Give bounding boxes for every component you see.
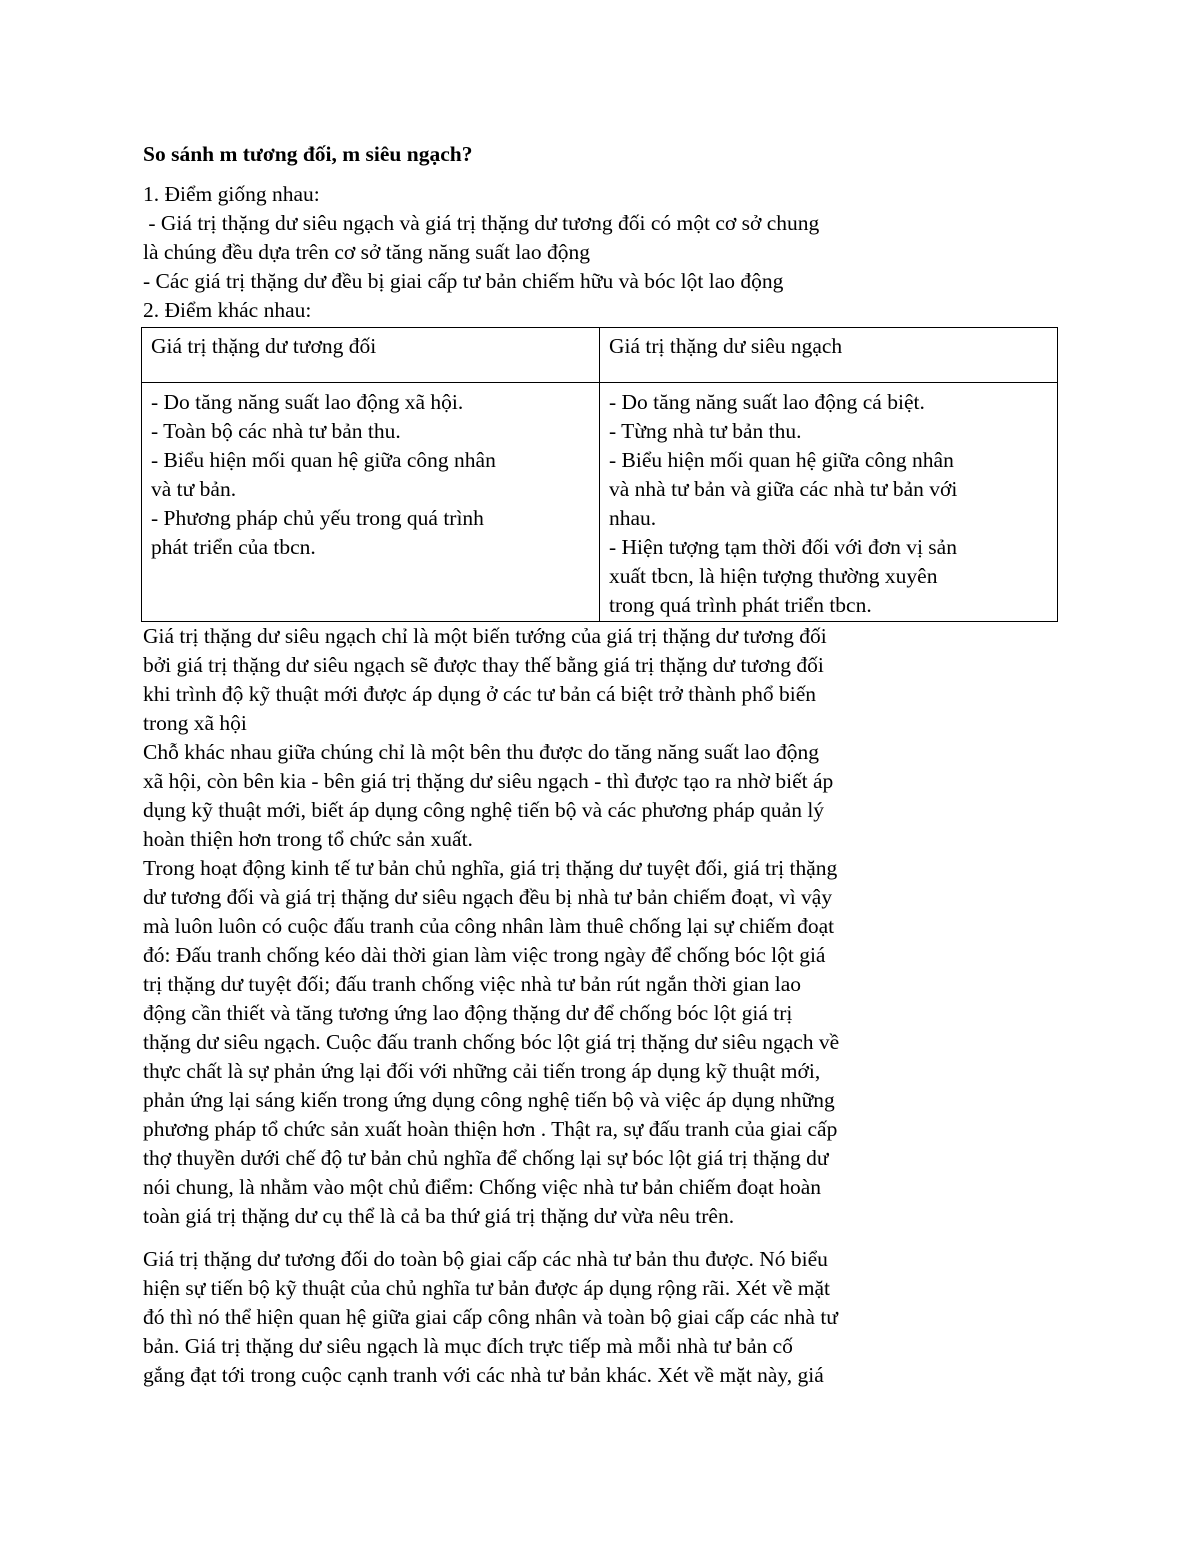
cell-line: nhau.	[609, 506, 657, 530]
cell-line: xuất tbcn, là hiện tượng thường xuyên	[609, 564, 938, 588]
paragraph-line: Chỗ khác nhau giữa chúng chỉ là một bên thu được do tăng năng suất lao động	[143, 740, 819, 764]
cell-line: - Toàn bộ các nhà tư bản thu.	[151, 419, 401, 443]
cell-line: và tư bản.	[151, 477, 237, 501]
paragraph-line: thợ thuyền dưới chế độ tư bản chủ nghĩa để chống lại sự bóc lột giá trị thặng dư	[143, 1146, 829, 1170]
paragraph-line: phương pháp tổ chức sản xuất hoàn thiện hơn . Thật ra, sự đấu tranh của giai cấp	[143, 1117, 838, 1141]
paragraph-line: hoàn thiện hơn trong tổ chức sản xuất.	[143, 827, 473, 851]
cell-line: - Biểu hiện mối quan hệ giữa công nhân	[151, 448, 496, 472]
paragraph-line: thực chất là sự phản ứng lại đối với những cải tiến trong áp dụng kỹ thuật mới,	[143, 1059, 821, 1083]
paragraph-line: Giá trị thặng dư tương đối do toàn bộ giai cấp các nhà tư bản thu được. Nó biểu	[143, 1247, 828, 1271]
table-header-cell	[600, 328, 1058, 383]
paragraph-line: động cần thiết và tăng tương ứng lao động thặng dư để chống bóc lột giá trị	[143, 1001, 793, 1025]
paragraph-3	[143, 854, 1063, 1231]
cell-line: trong quá trình phát triển tbcn.	[609, 593, 872, 617]
paragraph-line: đó: Đấu tranh chống kéo dài thời gian làm việc trong ngày để chống bóc lột giá	[143, 943, 826, 967]
header-relative: Giá trị thặng dư tương đối	[151, 334, 377, 358]
document-title: So sánh m tương đối, m siêu ngạch?	[143, 142, 473, 166]
spacer	[143, 169, 1063, 180]
paragraph-line: bản. Giá trị thặng dư siêu ngạch là mục đích trực tiếp mà mỗi nhà tư bản cố	[143, 1334, 793, 1358]
similarities-line: là chúng đều dựa trên cơ sở tăng năng suất lao động	[143, 240, 590, 264]
paragraph-line: dư tương đối và giá trị thặng dư siêu ngạch đều bị nhà tư bản chiếm đoạt, vì vậy	[143, 885, 833, 909]
cell-line: phát triển của tbcn.	[151, 535, 316, 559]
table-row	[142, 383, 1058, 622]
header-super-profit: Giá trị thặng dư siêu ngạch	[609, 334, 843, 358]
paragraph-2	[143, 738, 1063, 854]
spacer	[143, 1231, 1063, 1245]
paragraph-line: Giá trị thặng dư siêu ngạch chỉ là một biến tướng của giá trị thặng dư tương đối	[143, 624, 827, 648]
differences-heading: 2. Điểm khác nhau:	[143, 298, 312, 322]
paragraph-line: mà luôn luôn có cuộc đấu tranh của công nhân làm thuê chống lại sự chiếm đoạt	[143, 914, 835, 938]
cell-line: - Từng nhà tư bản thu.	[609, 419, 802, 443]
paragraph-line: xã hội, còn bên kia - bên giá trị thặng dư siêu ngạch - thì được tạo ra nhờ biết áp	[143, 769, 834, 793]
paragraph-line: dụng kỹ thuật mới, biết áp dụng công nghệ tiến bộ và các phương pháp quản lý	[143, 798, 825, 822]
table-cell-relative	[142, 383, 600, 622]
cell-line: và nhà tư bản và giữa các nhà tư bản với	[609, 477, 958, 501]
table-header-row	[142, 328, 1058, 383]
paragraph-line: thặng dư siêu ngạch. Cuộc đấu tranh chống bóc lột giá trị thặng dư siêu ngạch về	[143, 1030, 840, 1054]
cell-line: - Do tăng năng suất lao động xã hội.	[151, 390, 464, 414]
paragraph-line: hiện sự tiến bộ kỹ thuật của chủ nghĩa tư bản được áp dụng rộng rãi. Xét về mặt	[143, 1276, 830, 1300]
paragraph-line: Trong hoạt động kinh tế tư bản chủ nghĩa, giá trị thặng dư tuyệt đối, giá trị thặng	[143, 856, 838, 880]
paragraph-line: phản ứng lại sáng kiến trong ứng dụng công nghệ tiến bộ và việc áp dụng những	[143, 1088, 835, 1112]
cell-line: - Hiện tượng tạm thời đối với đơn vị sản	[609, 535, 957, 559]
paragraph-1	[143, 622, 1063, 738]
table-header-cell	[142, 328, 600, 383]
paragraph-line: trị thặng dư tuyệt đối; đấu tranh chống việc nhà tư bản rút ngắn thời gian lao	[143, 972, 802, 996]
paragraph-4	[143, 1245, 1063, 1390]
paragraph-line: đó thì nó thể hiện quan hệ giữa giai cấp công nhân và toàn bộ giai cấp các nhà tư	[143, 1305, 838, 1329]
similarities-line: - Các giá trị thặng dư đều bị giai cấp tư bản chiếm hữu và bóc lột lao động	[143, 269, 784, 293]
paragraph-line: trong xã hội	[143, 711, 247, 735]
paragraph-line: toàn giá trị thặng dư cụ thể là cả ba thứ giá trị thặng dư vừa nêu trên.	[143, 1204, 735, 1228]
cell-line: - Biểu hiện mối quan hệ giữa công nhân	[609, 448, 954, 472]
similarities-heading: 1. Điểm giống nhau:	[143, 182, 320, 206]
paragraph-line: gắng đạt tới trong cuộc cạnh tranh với các nhà tư bản khác. Xét về mặt này, giá	[143, 1363, 824, 1387]
paragraph-line: bởi giá trị thặng dư siêu ngạch sẽ được thay thế bằng giá trị thặng dư tương đối	[143, 653, 824, 677]
cell-line: - Do tăng năng suất lao động cá biệt.	[609, 390, 925, 414]
paragraph-line: khi trình độ kỹ thuật mới được áp dụng ở các tư bản cá biệt trở thành phổ biến	[143, 682, 817, 706]
table-cell-super-profit	[600, 383, 1058, 622]
comparison-table	[141, 327, 1058, 622]
paragraph-line: nói chung, là nhằm vào một chủ điểm: Chống việc nhà tư bản chiếm đoạt hoàn	[143, 1175, 821, 1199]
similarities-line: - Giá trị thặng dư siêu ngạch và giá trị thặng dư tương đối có một cơ sở chung	[143, 211, 820, 235]
document-body	[143, 140, 1063, 1390]
cell-line: - Phương pháp chủ yếu trong quá trình	[151, 506, 484, 530]
